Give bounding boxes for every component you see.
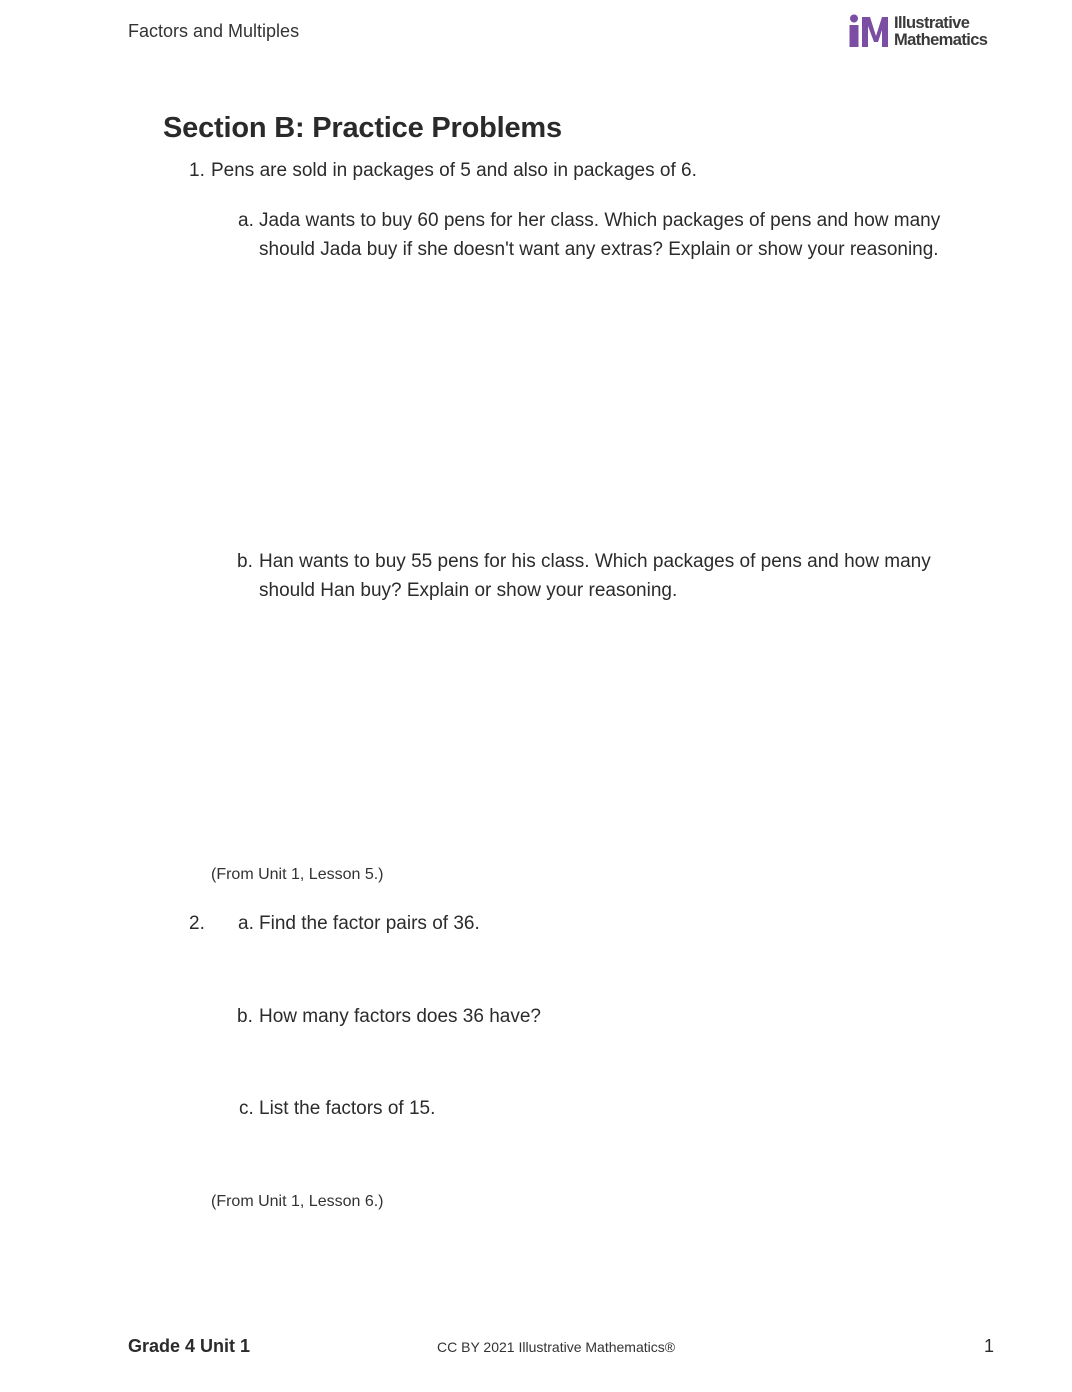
problem-2-number: 2. bbox=[189, 913, 205, 934]
problem-2a-letter: a. bbox=[238, 913, 254, 934]
problem-2b-text: How many factors does 36 have? bbox=[259, 1006, 541, 1027]
header-title: Factors and Multiples bbox=[128, 21, 300, 41]
footer-copyright: CC BY 2021 Illustrative Mathematics® bbox=[437, 1339, 676, 1355]
problem-2b-letter: b. bbox=[237, 1006, 253, 1027]
problem-2c-letter: c. bbox=[239, 1098, 254, 1119]
footer-unit: Grade 4 Unit 1 bbox=[128, 1336, 251, 1356]
logo bbox=[848, 14, 998, 50]
problem-1a-text: Jada wants to buy 60 pens for her class. Which packages of pens and how many should Jada buy if she doesn't want any extras? Explain or show your reasoning. bbox=[259, 210, 941, 260]
problem-1-text: Pens are sold in packages of 5 and also in packages of 6. bbox=[211, 160, 697, 181]
logo-wordmark bbox=[894, 15, 987, 49]
problem-2c-text: List the factors of 15. bbox=[259, 1098, 436, 1119]
section-title: Section B: Practice Problems bbox=[163, 112, 562, 144]
problem-1-number: 1. bbox=[189, 160, 205, 181]
page-number: 1 bbox=[984, 1336, 995, 1356]
problem-2a-text: Find the factor pairs of 36. bbox=[259, 913, 480, 934]
problem-1b-text: Han wants to buy 55 pens for his class. Which packages of pens and how many should Han buy? Explain or show your reasoning. bbox=[259, 551, 931, 601]
problem-2-source: (From Unit 1, Lesson 6.) bbox=[211, 1193, 384, 1210]
problem-1-source: (From Unit 1, Lesson 5.) bbox=[211, 866, 384, 883]
problem-1a-letter: a. bbox=[238, 210, 254, 231]
im-logo-icon bbox=[848, 14, 892, 50]
logo-line-2: Mathematics bbox=[894, 31, 988, 49]
problem-1b-letter: b. bbox=[237, 551, 253, 572]
logo-line-1: Illustrative bbox=[894, 14, 970, 32]
